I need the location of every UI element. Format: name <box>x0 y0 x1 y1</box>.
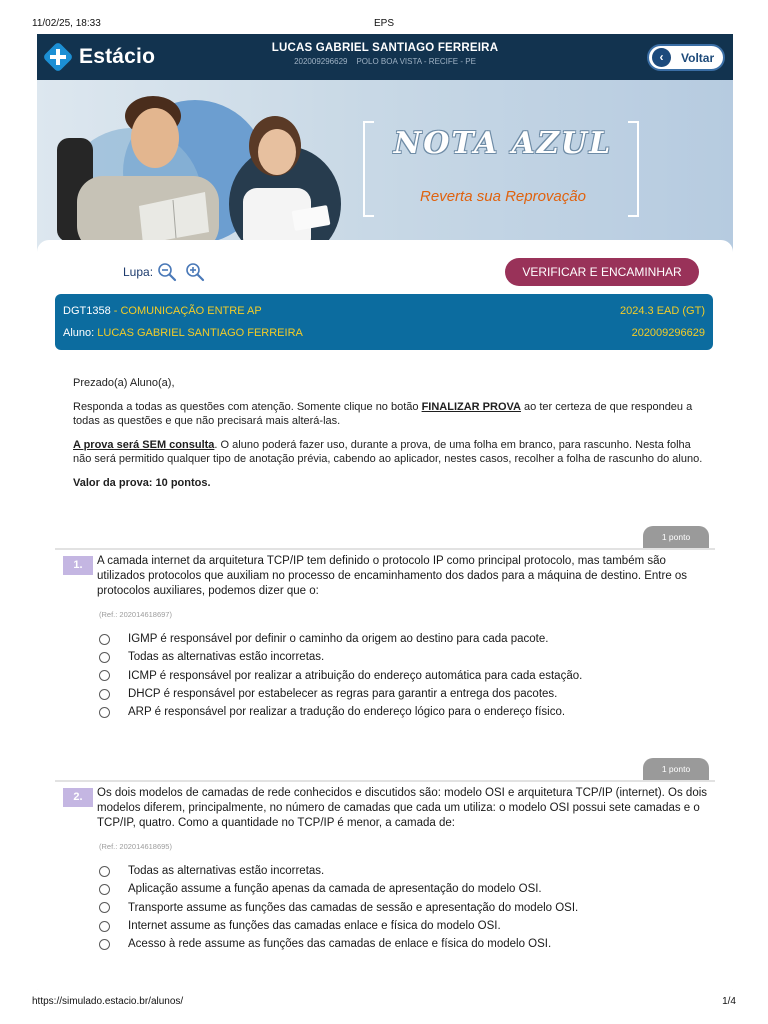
answer-options <box>99 862 578 953</box>
banner-subtitle: Reverta sua Reprovação <box>420 188 586 205</box>
instruction-text: Responda a todas as questões com atenção. Somente clique no botão <box>73 401 422 413</box>
option-text: ICMP é responsável por realizar a atribuição do endereço automática para cada estação. <box>128 669 583 682</box>
question-ref: (Ref.: 202014618697) <box>99 610 172 619</box>
course-code: DGT1358 <box>63 305 111 317</box>
exam-card <box>37 240 733 990</box>
radio-button[interactable] <box>99 939 110 950</box>
question-divider <box>55 548 715 550</box>
answer-option[interactable] <box>99 917 578 935</box>
instruction-paragraph-2 <box>73 438 709 466</box>
course-title <box>63 303 262 319</box>
question-number: 2. <box>63 788 93 807</box>
question-text: A camada internet da arquitetura TCP/IP tem definido o protocolo IP como principal protocolo, mas também são utilizados protocolos que auxiliam no processo de encaminhamento dos dados para a máquina de destino. Entre os protocolos auxiliares, podemos dizer que o: <box>97 555 688 597</box>
option-text: IGMP é responsável por definir o caminho da origem ao destino para cada pacote. <box>128 633 549 646</box>
course-separator: - <box>110 305 121 317</box>
course-info-box <box>55 294 713 350</box>
student-id: 202009296629 <box>631 327 705 339</box>
radio-button[interactable] <box>99 884 110 895</box>
exam-page <box>37 34 733 990</box>
question-divider <box>55 780 715 782</box>
answer-option[interactable] <box>99 630 582 648</box>
answer-option[interactable] <box>99 862 578 880</box>
answer-option[interactable] <box>99 935 578 953</box>
answer-option[interactable] <box>99 667 582 685</box>
answer-options <box>99 630 582 721</box>
chevron-left-icon: ‹ <box>652 48 671 67</box>
header-student-details <box>217 57 553 66</box>
question-text: Os dois modelos de camadas de rede conhecidos e discutidos são: modelo OSI e arquitetura TCP/IP (internet). Os dois modelos diferem, principalmente, no número de camadas que cada um utiliza: o modelo OSI possui sete camadas e o TCP/IP, quatro. Como a quantidade no TCP/IP é menor, a camada de: <box>97 787 708 829</box>
print-page-number: 1/4 <box>722 996 736 1007</box>
exam-instructions <box>73 376 709 500</box>
no-consult-notice: A prova será SEM consulta <box>73 439 215 451</box>
verify-and-submit-button[interactable]: VERIFICAR E ENCAMINHAR <box>505 258 699 286</box>
logo-text: Estácio <box>79 45 156 68</box>
radio-button[interactable] <box>99 902 110 913</box>
exam-value: Valor da prova: 10 pontos. <box>73 477 211 489</box>
option-text: Aplicação assume a função apenas da camada de apresentação do modelo OSI. <box>128 883 542 896</box>
print-footer <box>32 996 736 1010</box>
print-url: https://simulado.estacio.br/alunos/ <box>32 996 184 1007</box>
zoom-label: Lupa: <box>123 265 154 279</box>
question-number: 1. <box>63 556 93 575</box>
header-student-name: LUCAS GABRIEL SANTIAGO FERREIRA <box>271 42 499 54</box>
radio-button[interactable] <box>99 707 110 718</box>
student-row <box>63 325 705 341</box>
answer-option[interactable] <box>99 899 578 917</box>
student-name: LUCAS GABRIEL SANTIAGO FERREIRA <box>97 327 303 339</box>
instruction-paragraph-1 <box>73 400 709 428</box>
zoom-out-icon[interactable] <box>157 262 177 282</box>
estacio-logo[interactable] <box>43 42 155 72</box>
option-text: ARP é responsável por realizar a tradução do endereço lógico para o endereço físico. <box>128 706 566 719</box>
radio-button[interactable] <box>99 652 110 663</box>
question-points: 1 ponto <box>643 526 709 548</box>
print-header <box>32 18 736 32</box>
back-button-label: Voltar <box>681 50 715 65</box>
option-text: Todas as alternativas estão incorretas. <box>128 651 325 664</box>
finalize-exam-reference: FINALIZAR PROVA <box>421 401 521 413</box>
top-bar <box>37 34 733 80</box>
option-text: Todas as alternativas estão incorretas. <box>128 865 325 878</box>
question-ref: (Ref.: 202014618695) <box>99 842 172 851</box>
student-line <box>63 325 303 341</box>
radio-button[interactable] <box>99 921 110 932</box>
instruction-text: ao ter certeza de que respondeu a todas as questões e que não precisará mais alterá-las. <box>73 401 693 427</box>
header-campus: POLO BOA VISTA - RECIFE - PE <box>356 57 476 66</box>
back-button[interactable] <box>647 44 725 71</box>
header-student-id: 202009296629 <box>294 57 348 66</box>
option-text: Internet assume as funções das camadas enlace e física do modelo OSI. <box>128 920 501 933</box>
radio-button[interactable] <box>99 689 110 700</box>
answer-option[interactable] <box>99 685 582 703</box>
user-info <box>217 42 553 66</box>
option-text: Transporte assume as funções das camadas de sessão e apresentação do modelo OSI. <box>128 901 579 914</box>
answer-option[interactable] <box>99 648 582 666</box>
zoom-in-icon[interactable] <box>185 262 205 282</box>
print-datetime: 11/02/25, 18:33 <box>32 18 101 29</box>
answer-option[interactable] <box>99 703 582 721</box>
instruction-text: . O aluno poderá fazer uso, durante a prova, de uma folha em branco, para rascunho. Nesta folha não será permitido qualquer tipo de anotação prévia, cabendo ao aplicador, nestes casos, recolher a folha de rascunho do aluno. <box>73 439 703 465</box>
option-text: DHCP é responsável por estabelecer as regras para garantir a entrega dos pacotes. <box>128 688 558 701</box>
radio-button[interactable] <box>99 634 110 645</box>
nota-azul-banner <box>37 80 733 252</box>
greeting: Prezado(a) Aluno(a), <box>73 377 175 389</box>
print-title: EPS <box>373 18 394 29</box>
students-photo <box>37 80 367 252</box>
question-points: 1 ponto <box>643 758 709 780</box>
student-label: Aluno: <box>63 327 95 339</box>
radio-button[interactable] <box>99 670 110 681</box>
estacio-logo-icon <box>43 42 73 72</box>
banner-title: NOTA AZUL <box>393 126 613 161</box>
radio-button[interactable] <box>99 866 110 877</box>
zoom-controls <box>123 262 205 282</box>
course-term: 2024.3 EAD (GT) <box>620 305 705 317</box>
course-name: COMUNICAÇÃO ENTRE AP <box>120 305 262 317</box>
course-row <box>63 303 705 319</box>
answer-option[interactable] <box>99 880 578 898</box>
option-text: Acesso à rede assume as funções das camadas de enlace e física do modelo OSI. <box>128 938 552 951</box>
